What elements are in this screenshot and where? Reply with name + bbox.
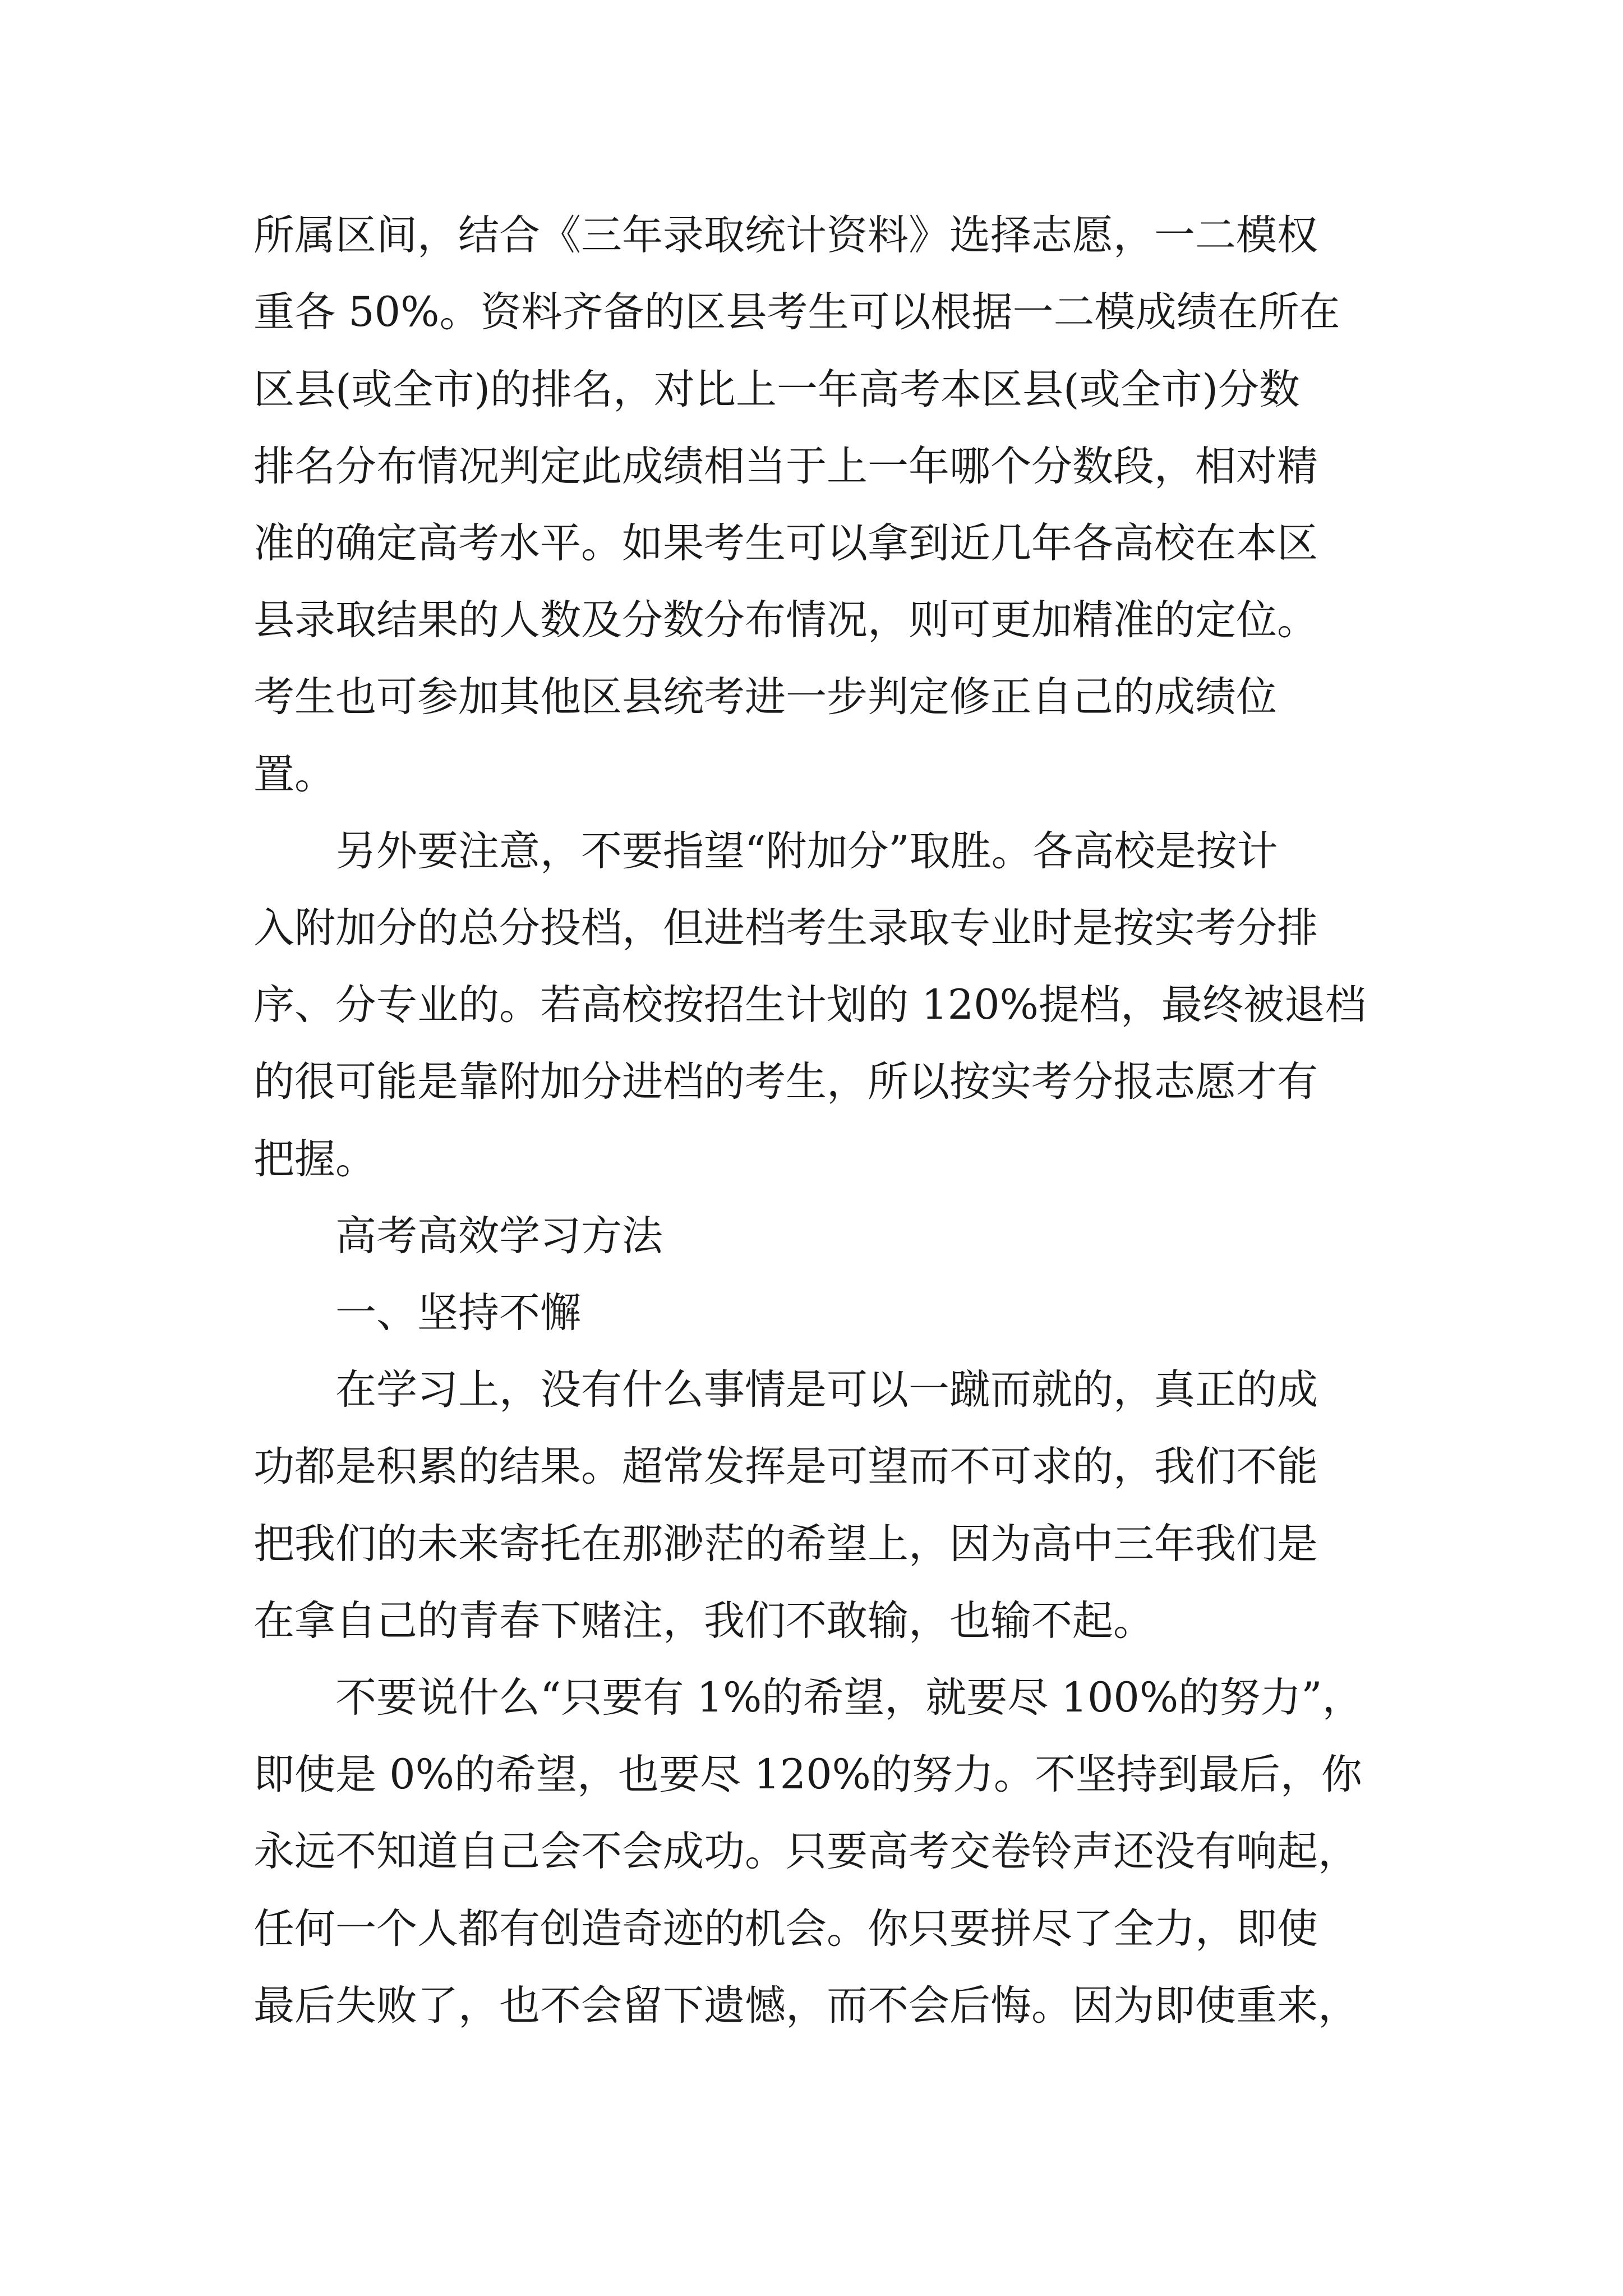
text-line: 把我们的未来寄托在那渺茫的希望上，因为高中三年我们是 bbox=[253, 1520, 1318, 1568]
section-heading: 高考高效学习方法 bbox=[335, 1212, 663, 1260]
text-line: 序、分专业的。若高校按招生计划的 120%提档，最终被退档 bbox=[253, 981, 1366, 1029]
text-line: 入附加分的总分投档，但进档考生录取专业时是按实考分排 bbox=[253, 904, 1318, 952]
text-line: 功都是积累的结果。超常发挥是可望而不可求的，我们不能 bbox=[253, 1443, 1318, 1490]
text-line: 即使是 0%的希望，也要尽 120%的努力。不坚持到最后，你 bbox=[253, 1751, 1362, 1798]
paragraph-first-line: 在学习上，没有什么事情是可以一蹴而就的，真正的成 bbox=[335, 1366, 1318, 1414]
subsection-heading: 一、坚持不懈 bbox=[335, 1289, 581, 1337]
text-line: 的很可能是靠附加分进档的考生，所以按实考分报志愿才有 bbox=[253, 1058, 1318, 1106]
text-line: 把握。 bbox=[253, 1135, 376, 1183]
text-line: 重各 50%。资料齐备的区县考生可以根据一二模成绩在所在 bbox=[253, 288, 1340, 336]
text-line: 永远不知道自己会不会成功。只要高考交卷铃声还没有响起， bbox=[253, 1828, 1359, 1875]
paragraph-first-line: 另外要注意，不要指望“附加分”取胜。各高校是按计 bbox=[335, 827, 1278, 875]
paragraph-first-line: 不要说什么“只要有 1%的希望，就要尽 100%的努力”， bbox=[335, 1674, 1363, 1722]
text-line: 区县(或全市)的排名，对比上一年高考本区县(或全市)分数 bbox=[253, 366, 1300, 413]
text-line: 在拿自己的青春下赌注，我们不敢输，也输不起。 bbox=[253, 1597, 1154, 1645]
text-line: 县录取结果的人数及分数分布情况，则可更加精准的定位。 bbox=[253, 596, 1318, 644]
text-line: 任何一个人都有创造奇迹的机会。你只要拼尽了全力，即使 bbox=[253, 1905, 1318, 1953]
text-line: 考生也可参加其他区县统考进一步判定修正自己的成绩位 bbox=[253, 673, 1277, 721]
text-line: 准的确定高考水平。如果考生可以拿到近几年各高校在本区 bbox=[253, 519, 1318, 567]
text-line: 最后失败了，也不会留下遗憾，而不会后悔。因为即使重来， bbox=[253, 1982, 1359, 2030]
text-line: 置。 bbox=[253, 751, 335, 798]
text-line: 排名分布情况判定此成绩相当于上一年哪个分数段，相对精 bbox=[253, 443, 1318, 490]
text-line: 所属区间，结合《三年录取统计资料》选择志愿，一二模权 bbox=[253, 211, 1318, 259]
